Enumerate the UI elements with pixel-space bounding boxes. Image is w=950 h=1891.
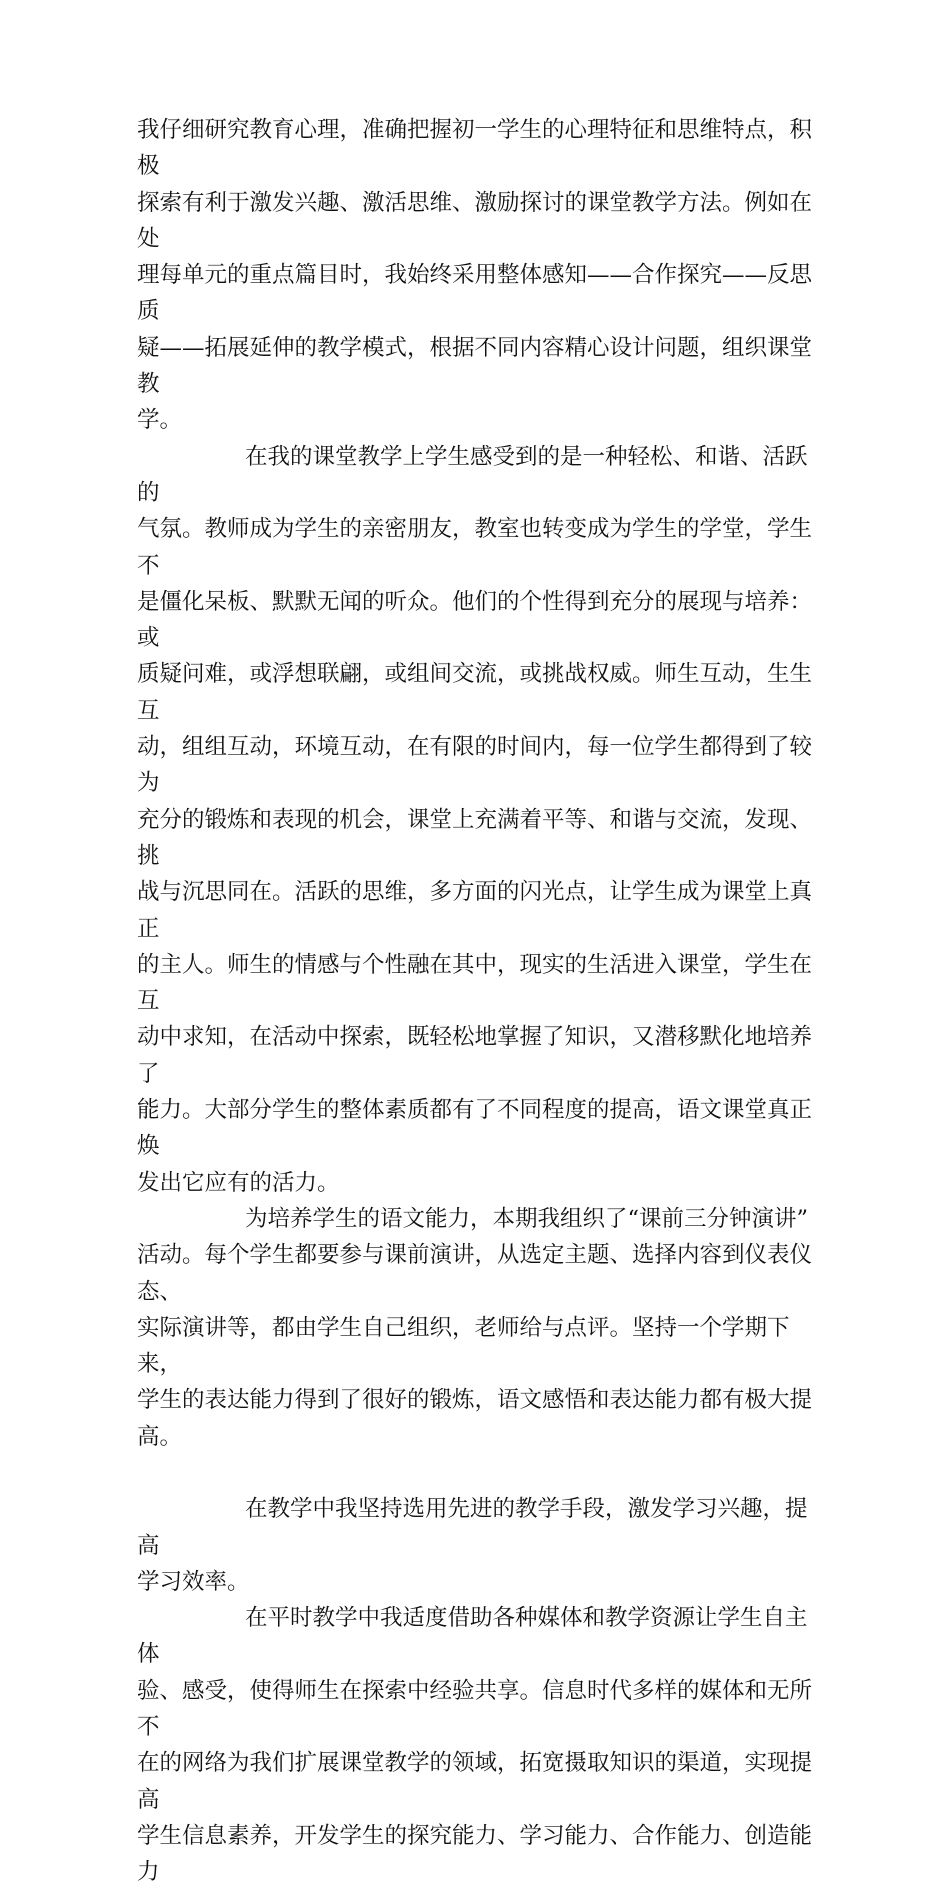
document-body xyxy=(137,112,827,1891)
paragraph-speech-activity: 为培养学生的语文能力，本期我组织了“课前三分钟演讲” 活动。每个学生都要参与课前演讲，从选定主题、选择内容到仪表仪态、 实际演讲等，都由学生自己组织，老师给与点评。坚持一个学期下来， 学生的表达能力得到了很好的锻炼，语文感悟和表达能力都有极大提高。 xyxy=(137,1205,813,1450)
paragraph-teaching-method: 我仔细研究教育心理，准确把握初一学生的心理特征和思维特点，积极 探索有利于激发兴趣、激活思维、激励探讨的课堂教学方法。例如在处 理每单元的重点篇目时，我始终采用整体感知——合作探究——反思质 疑——拓展延伸的教学模式，根据不同内容精心设计问题，组织课堂教 学。 xyxy=(137,117,813,434)
paragraph-classroom-atmosphere: 在我的课堂教学上学生感受到的是一种轻松、和谐、活跃的 气氛。教师成为学生的亲密朋友，教室也转变成为学生的学堂，学生不 是僵化呆板、默默无闻的听众。他们的个性得到充分的展现与培养：或 质疑问难，或浮想联翩，或组间交流，或挑战权威。师生互动，生生互 动，组组互动，环境互动，在有限的时间内，每一位学生都得到了较为 充分的锻炼和表现的机会，课堂上充满着平等、和谐与交流，发现、挑 战与沉思同在。活跃的思维，多方面的闪光点，让学生成为课堂上真正 的主人。师生的情感与个性融在其中，现实的生活进入课堂，学生在互 动中求知，在活动中探索，既轻松地掌握了知识，又潜移默化地培养了 能力。大部分学生的整体素质都有了不同程度的提高，语文课堂真正焕 发出它应有的活力。 xyxy=(137,443,813,1196)
paragraph-media-resources: 在平时教学中我适度借助各种媒体和教学资源让学生自主体 验、感受，使得师生在探索中经验共享。信息时代多样的媒体和无所不 在的网络为我们扩展课堂教学的领域，拓宽摄取知识的渠道，实现提高 学生信息素养，开发学生的探究能力、学习能力、合作能力、创造能力 xyxy=(137,1605,813,1886)
paragraph-teaching-tools: 在教学中我坚持选用先进的教学手段，激发学习兴趣，提高 学习效率。 xyxy=(137,1496,808,1595)
blank-line xyxy=(137,1455,827,1491)
